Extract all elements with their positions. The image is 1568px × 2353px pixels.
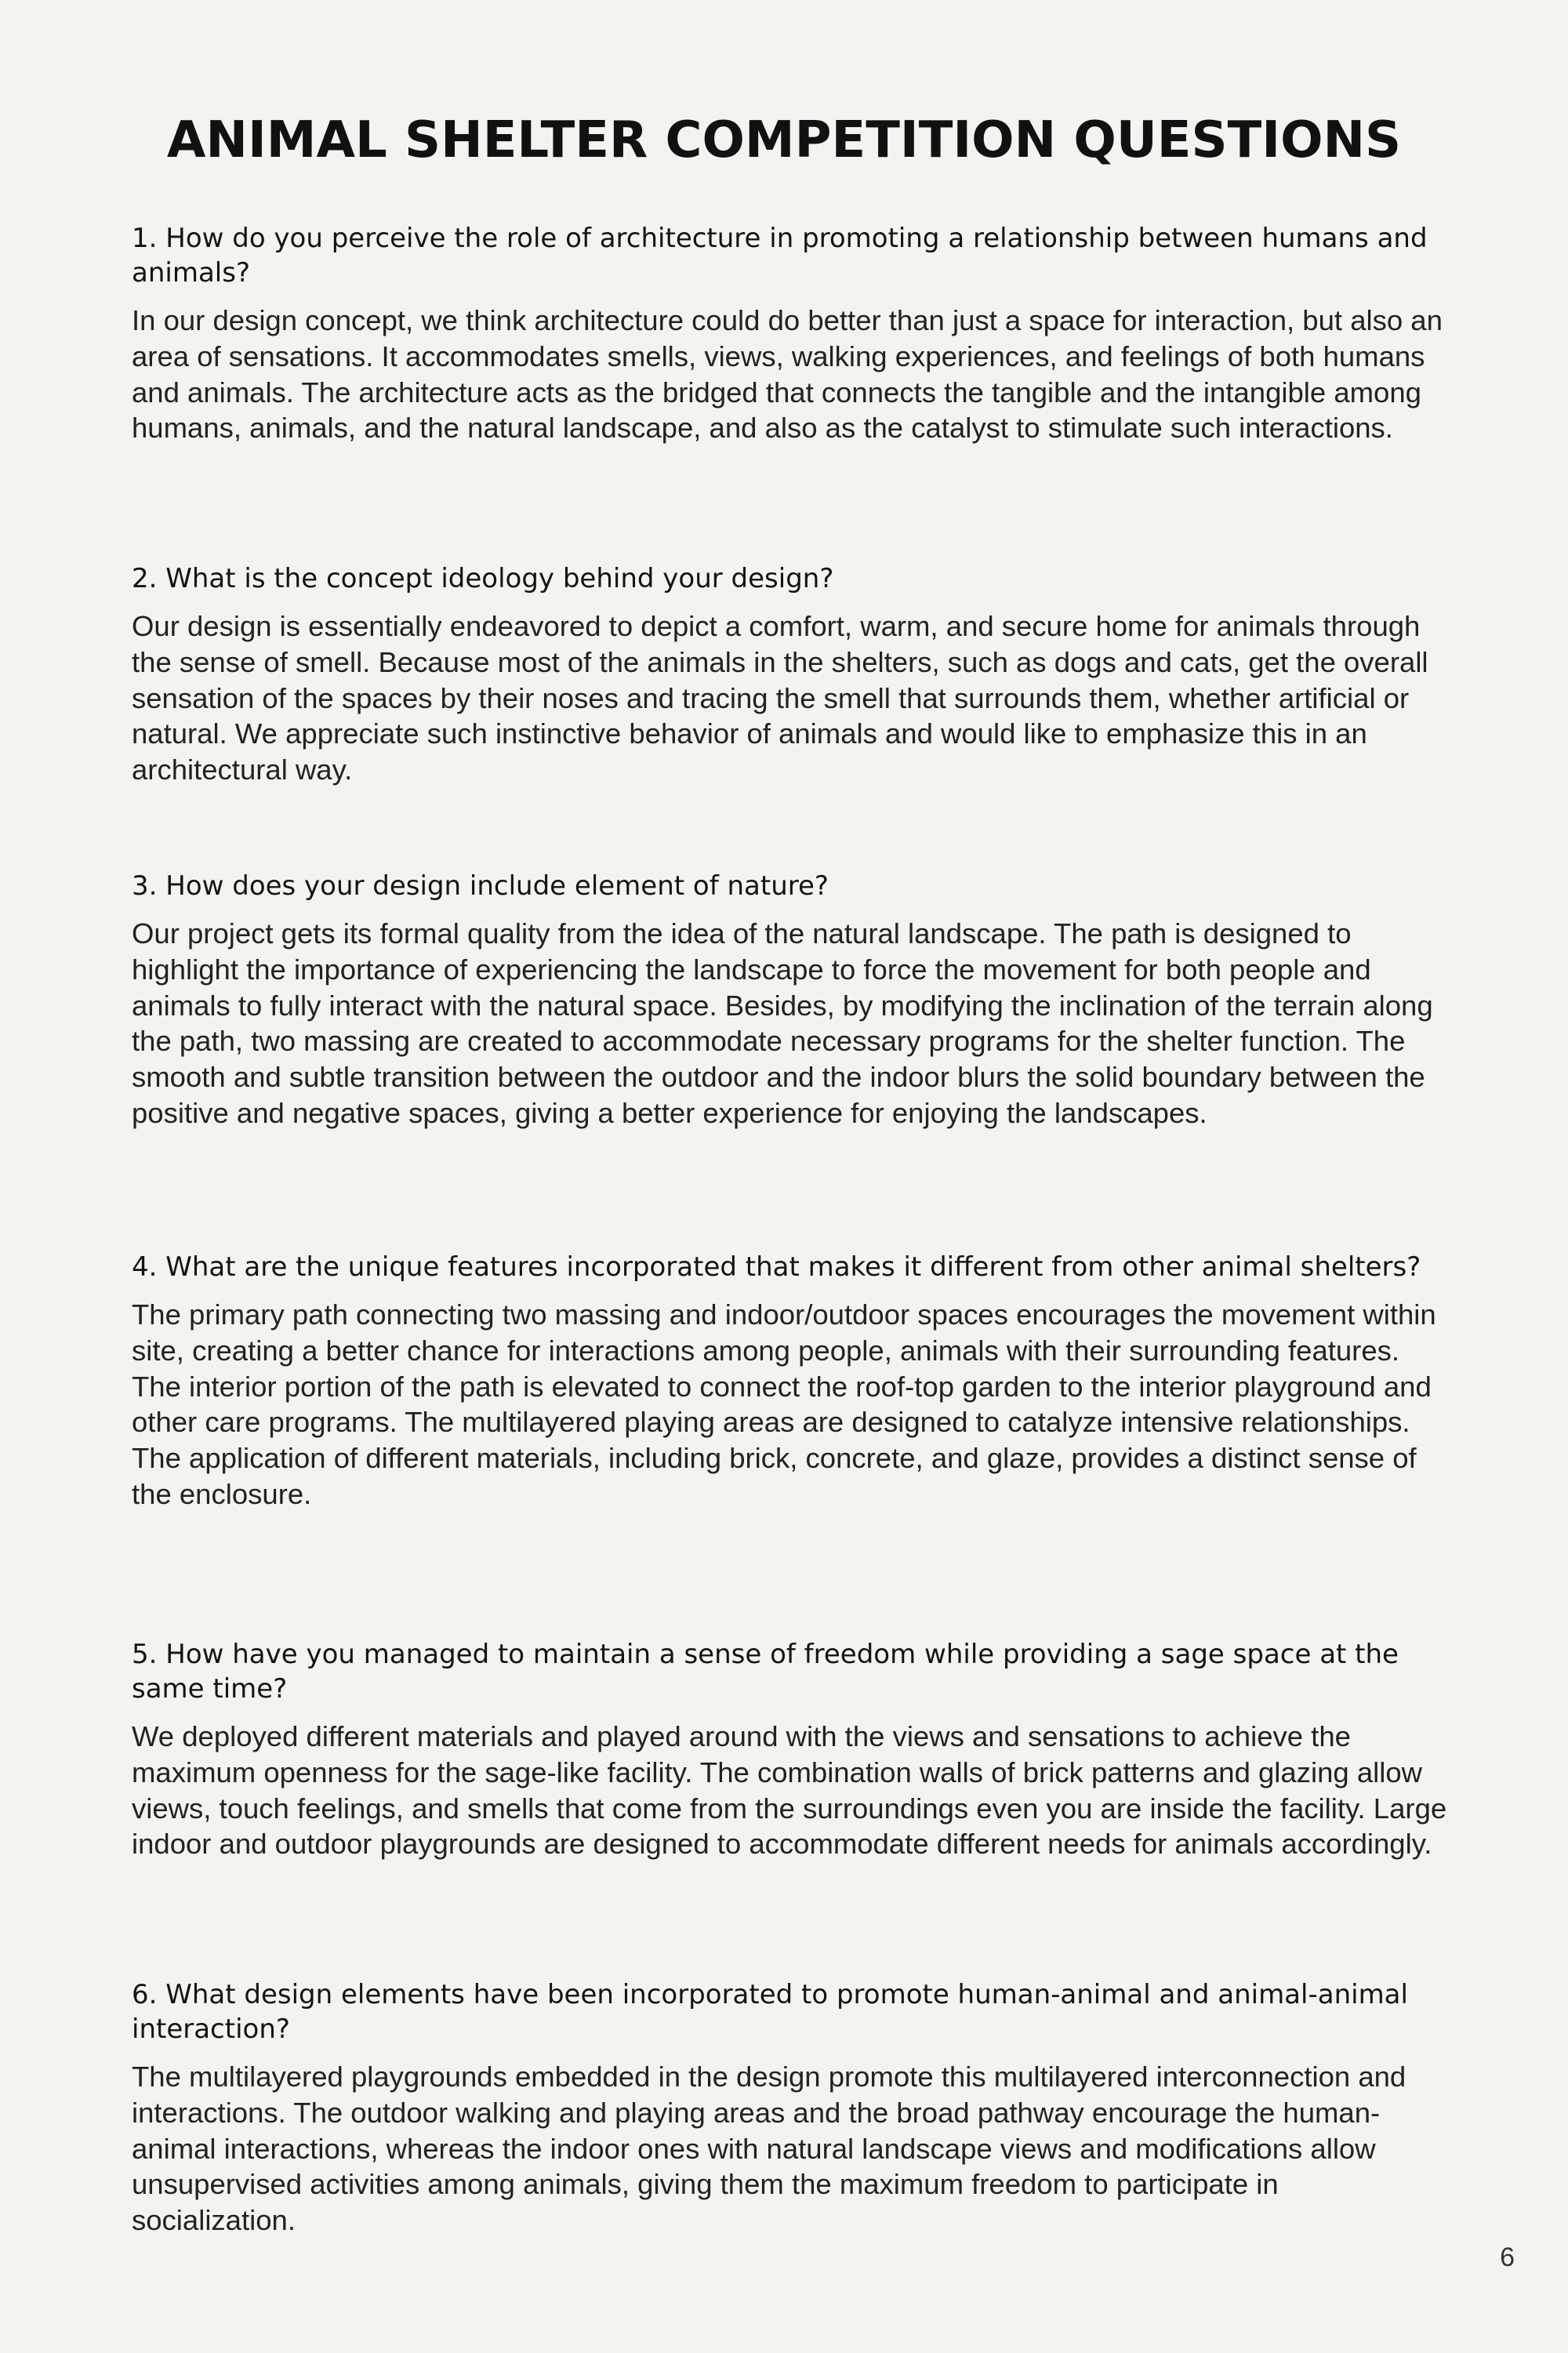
answer-4: The primary path connecting two massing and indoor/outdoor spaces encourages the movement within site, creating a better chance for interactions among people, animals with their surrounding features. The interior portion of the path is elevated to connect the roof-top garden to the interior playground and other care programs. The multilayered playing areas are designed to catalyze intensive relationships. The application of different materials, including brick, concrete, and glaze, provides a distinct sense of the enclosure. xyxy=(132,1298,1436,1510)
question-1: 1. How do you perceive the role of architecture in promoting a relationship between humans and animals? xyxy=(132,223,1428,289)
answer-6: The multilayered playgrounds embedded in the design promote this multilayered interconnection and interactions. The outdoor walking and playing areas and the broad pathway encourage the human-animal interactions, whereas the indoor ones with natural landscape views and modifications allow unsupervised activities among animals, giving them the maximum freedom to participate in socialization. xyxy=(132,2061,1406,2237)
answer-5: We deployed different materials and played around with the views and sensations to achieve the maximum openness for the sage-like facility. The combination walls of brick patterns and glazing allow views, touch feelings, and smells that come from the surroundings even you are inside the facility. Large indoor and outdoor playgrounds are designed to accommodate different needs for animals accordingly. xyxy=(132,1720,1447,1861)
question-5: 5. How have you managed to maintain a sense of freedom while providing a sage space at the same time? xyxy=(132,1639,1399,1705)
qa-section-1 xyxy=(132,221,1449,446)
question-6: 6. What design elements have been incorporated to promote human-animal and animal-animal interaction? xyxy=(132,1979,1408,2045)
answer-1: In our design concept, we think architecture could do better than just a space for interaction, but also an area of sensations. It accommodates smells, views, walking experiences, and feelings of both humans and animals. The architecture acts as the bridged that connects the tangible and the intangible among humans, animals, and the natural landscape, and also as the catalyst to stimulate such interactions. xyxy=(132,304,1443,445)
qa-section-6 xyxy=(132,1977,1449,2239)
question-3: 3. How does your design include element of nature? xyxy=(132,870,829,902)
question-2: 2. What is the concept ideology behind your design? xyxy=(132,563,834,594)
question-4: 4. What are the unique features incorporated that makes it different from other animal shelters? xyxy=(132,1251,1421,1283)
qa-section-4 xyxy=(132,1250,1449,1512)
page-title: ANIMAL SHELTER COMPETITION QUESTIONS xyxy=(166,111,1402,169)
qa-section-5 xyxy=(132,1637,1449,1862)
page-number: 6 xyxy=(1500,2242,1515,2272)
qa-section-2 xyxy=(132,561,1449,788)
qa-section-3 xyxy=(132,869,1449,1131)
answer-3: Our project gets its formal quality from the idea of the natural landscape. The path is designed to highlight the importance of experiencing the landscape to force the movement for both people and animals to fully interact with the natural space. Besides, by modifying the inclination of the terrain along the path, two massing are created to accommodate necessary programs for the shelter function. The smooth and subtle transition between the outdoor and the indoor blurs the solid boundary between the positive and negative spaces, giving a better experience for enjoying the landscapes. xyxy=(132,917,1433,1129)
answer-2: Our design is essentially endeavored to depict a comfort, warm, and secure home for animals through the sense of smell. Because most of the animals in the shelters, such as dogs and cats, get the overall sensation of the spaces by their noses and tracing the smell that surrounds them, whether artificial or natural. We appreciate such instinctive behavior of animals and would like to emphasize this in an architectural way. xyxy=(132,610,1428,786)
